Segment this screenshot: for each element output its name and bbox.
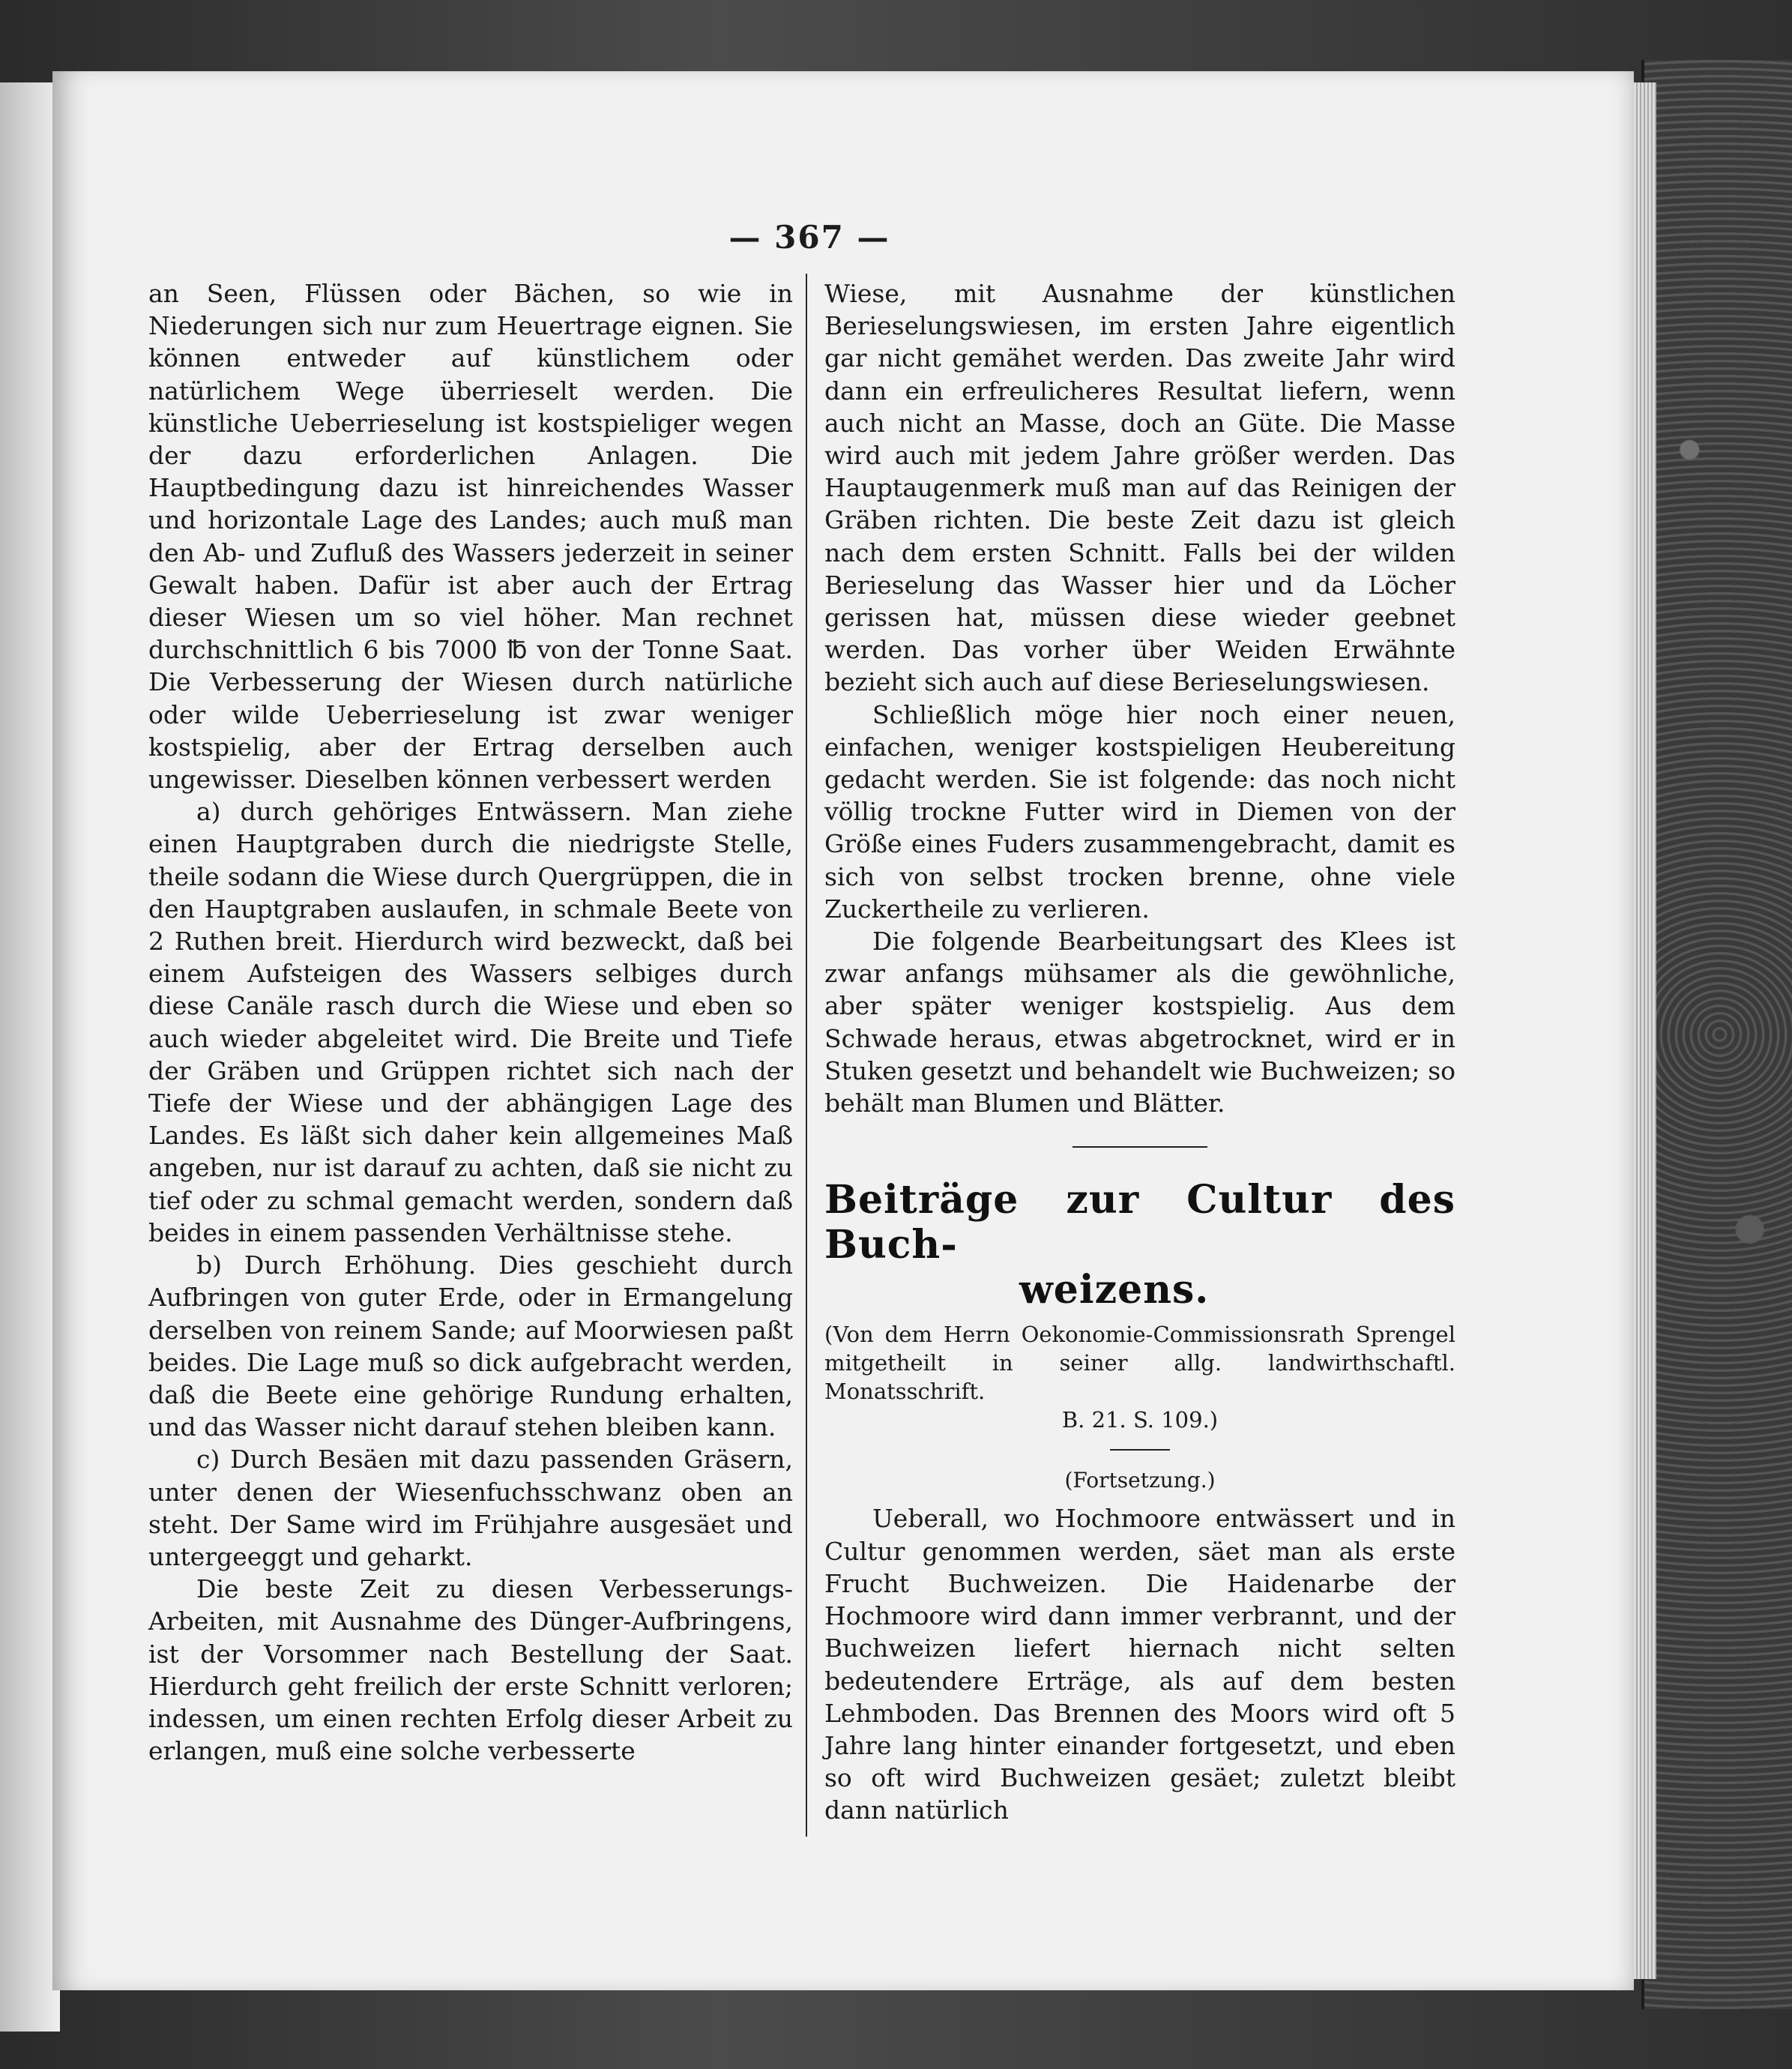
page-number: — 367 —	[728, 219, 890, 256]
paragraph: an Seen, Flüssen oder Bächen, so wie in Niederungen sich nur zum Heuertrage eignen. Sie können entweder auf künstlichem oder natürlichem Wege überrieselt werden. Die künstliche Ueberrieselung ist kostspieliger wegen der dazu erforderlichen Anlagen. Die Hauptbedingung dazu ist hinreichendes Wasser und horizontale Lage des Landes; auch muß man den Ab- und Zufluß des Wassers jederzeit in seiner Gewalt haben. Dafür ist aber auch der Ertrag dieser Wiesen um so viel höher. Man rechnet durchschnittlich 6 bis 7000 ℔ von der Tonne Saat. Die Verbesserung der Wiesen durch natürliche oder wilde Ueberrieselung ist zwar weniger kostspielig, aber der Ertrag derselben auch ungewisser. Dieselben können verbessert werden	[148, 279, 793, 795]
article-title	[824, 1178, 1455, 1313]
source-note-text: (Von dem Herrn Oekonomie-Commissionsrath Sprengel mitgetheilt in seiner allg. landwirthschaftl. Monatsschrift.	[824, 1322, 1455, 1405]
paragraph: c) Durch Besäen mit dazu passenden Gräsern, unter denen der Wiesenfuchsschwanz oben an steht. Der Same wird im Frühjahre ausgesäet und untergeeggt und geharkt.	[148, 1445, 793, 1571]
paragraph: Die beste Zeit zu diesen Verbesserungs-Arbeiten, mit Ausnahme des Dünger-Aufbringens, ist der Vorsommer nach Bestellung der Saat. Hierdurch geht freilich der erste Schnitt verloren; indessen, um einen rechten Erfolg dieser Arbeit zu erlangen, muß eine solche verbesserte	[148, 1574, 793, 1766]
right-column	[824, 277, 1455, 1827]
paragraph: b) Durch Erhöhung. Dies geschieht durch Aufbringen von guter Erde, oder in Ermangelung derselben von reinem Sande; auf Moorwiesen paßt beides. Die Lage muß so dick aufgebracht werden, daß die Beete eine gehörige Rundung erhalten, und das Wasser nicht darauf stehen bleiben kann.	[148, 1250, 793, 1442]
paragraph: Wiese, mit Ausnahme der künstlichen Berieselungswiesen, im ersten Jahre eigentlich gar nicht gemähet werden. Das zweite Jahr wird dann ein erfreulicheres Resultat liefern, wenn auch nicht an Masse, doch an Güte. Die Masse wird auch mit jedem Jahre größer werden. Das Hauptaugenmerk muß man auf das Reinigen der Gräben richten. Die beste Zeit dazu ist gleich nach dem ersten Schnitt. Falls bei der wilden Berieselung das Wasser hier und da Löcher gerissen hat, müssen diese wieder geebnet werden. Das vorher über Weiden Erwähnte bezieht sich auch auf diese Berieselungswiesen.	[824, 279, 1455, 697]
paragraph: Schließlich möge hier noch einer neuen, einfachen, weniger kostspieligen Heubereitung gedacht werden. Sie ist folgende: das noch nicht völlig trockne Futter wird in Diemen von der Größe eines Fuders zusammengebracht, damit es sich von selbst trocken brenne, ohne viele Zuckertheile zu verlieren.	[824, 699, 1455, 924]
column-divider	[806, 274, 807, 1837]
paragraph: Die folgende Bearbeitungsart des Klees ist zwar anfangs mühsamer als die gewöhnliche, aber später weniger kostspielig. Aus dem Schwade heraus, etwas abgetrocknet, wird er in Stuken gesetzt und behandelt wie Buchweizen; so behält man Blumen und Blätter.	[824, 927, 1455, 1118]
left-column	[148, 277, 793, 1767]
section-divider	[1073, 1146, 1207, 1148]
source-note-text: B. 21. S. 109.)	[1061, 1407, 1219, 1433]
continuation-note: (Fortsetzung.)	[1064, 1468, 1216, 1493]
facing-page-edge	[0, 82, 60, 2032]
marbled-cover-edge	[1641, 60, 1792, 2009]
short-divider	[1110, 1449, 1170, 1451]
paragraph: Ueberall, wo Hochmoore entwässert und in Cultur genommen werden, säet man als erste Frucht Buchweizen. Die Haidenarbe der Hochmoore wird dann immer verbrannt, und der Buchweizen liefert hiernach nicht selten bedeutendere Erträge, als auf dem besten Lehmboden. Das Brennen des Moors wird oft 5 Jahre lang hinter einander fortgesetzt, und eben so oft wird Buchweizen gesäet; zuletzt bleibt dann natürlich	[824, 1504, 1455, 1825]
article-title-line: Beiträge zur Cultur des Buch-	[824, 1177, 1455, 1268]
article-source-note	[824, 1320, 1455, 1434]
paragraph: a) durch gehöriges Entwässern. Man ziehe einen Hauptgraben durch die niedrigste Stelle, theile sodann die Wiese durch Quergrüppen, die in den Hauptgraben auslaufen, in schmale Beete von 2 Ruthen breit. Hierdurch wird bezweckt, daß bei einem Aufsteigen des Wassers selbiges durch diese Canäle rasch durch die Wiese und eben so auch wieder abgeleitet wird. Die Breite und Tiefe der Gräben und Grüppen richtet sich nach der Tiefe der Wiese und der abhängigen Lage des Landes. Es läßt sich daher kein allgemeines Maß angeben, nur ist darauf zu achten, daß sie nicht zu tief oder zu schmal gemacht werden, sondern daß beides in einem passenden Verhältnisse stehe.	[148, 797, 793, 1247]
article-title-line: weizens.	[1019, 1267, 1210, 1313]
